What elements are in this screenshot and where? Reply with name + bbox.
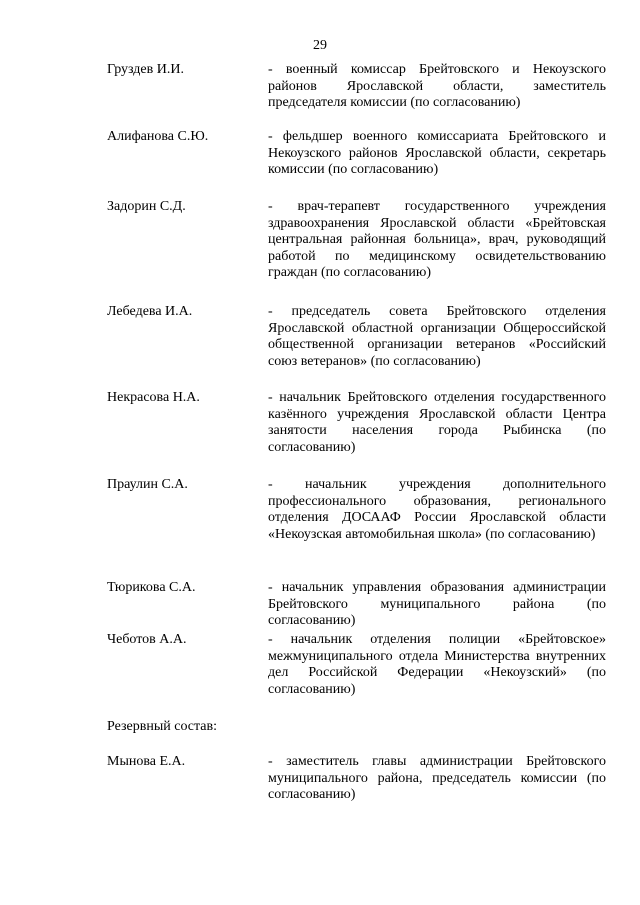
member-role: - начальник Брейтовского отделения государственного казённого учреждения Ярославской области Центра занятости населения города Рыбинска (по согласованию) [268,390,606,455]
member-name: Мынова Е.А. [107,754,186,769]
member-name: Алифанова С.Ю. [107,129,209,144]
member-role: - начальник отделения полиции «Брейтовское» межмуниципального отдела Министерства внутренних дел Российской Федерации «Некоузский» (по согласованию) [268,632,606,697]
member-role: - начальник управления образования администрации Брейтовского муниципального района (по согласованию) [268,580,606,628]
member-role: - военный комиссар Брейтовского и Некоузского районов Ярославской области, заместитель председателя комиссии (по согласованию) [268,62,606,110]
page-number: 29 [313,38,327,53]
member-name: Тюрикова С.А. [107,580,196,595]
member-role: - начальник учреждения дополнительного профессионального образования, регионального отделения ДОСААФ России Ярославской области «Некоузская автомобильная школа» (по согласованию) [268,477,606,542]
member-role: - фельдшер военного комиссариата Брейтовского и Некоузского районов Ярославской области, секретарь комиссии (по согласованию) [268,129,606,177]
member-name: Некрасова Н.А. [107,390,200,405]
member-name: Груздев И.И. [107,62,184,77]
member-role: - заместитель главы администрации Брейтовского муниципального района, председатель комиссии (по согласованию) [268,754,606,802]
member-role: - председатель совета Брейтовского отделения Ярославской областной организации Общероссийской общественной организации ветеранов «Российский союз ветеранов» (по согласованию) [268,304,606,369]
member-name: Чеботов А.А. [107,632,187,647]
reserve-heading: Резервный состав: [107,719,218,734]
member-name: Задорин С.Д. [107,199,186,214]
member-name: Лебедева И.А. [107,304,193,319]
member-role: - врач-терапевт государственного учреждения здравоохранения Ярославской области «Брейтовская центральная районная больница», врач, руководящий работой по медицинскому освидетельствованию граждан (по согласованию) [268,199,606,280]
member-name: Праулин С.А. [107,477,188,492]
